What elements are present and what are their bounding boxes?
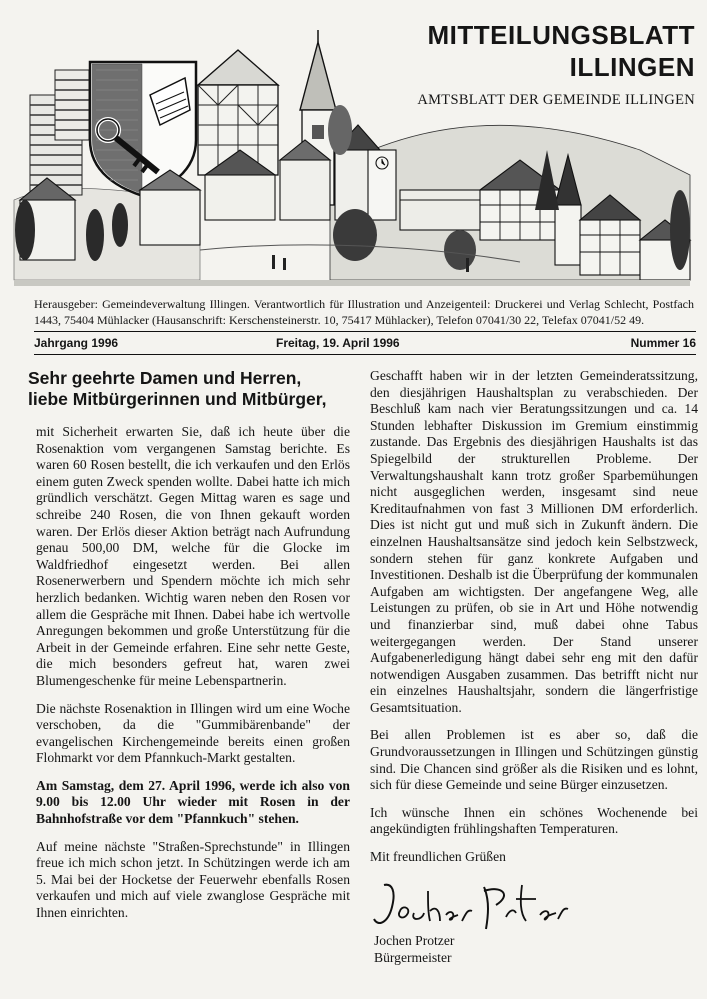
masthead (0, 0, 707, 296)
letter-salutation (28, 368, 350, 410)
paragraph-street-office-hours: Auf meine nächste "Straßen-Sprechstunde" in Illingen freue ich mich schon jetzt. In Schützingen werde ich am 5. Mai bei der Hocketse der Feuerwehr ebenfalls Rosen verkaufen und mich auf viele zwanglose Gespräche mit Ihnen einrichten. (36, 838, 350, 921)
letter-left-column (28, 368, 350, 933)
paragraph-rose-campaign: mit Sicherheit erwarten Sie, daß ich heute über die Rosenaktion vom vergangenen Samstag berichte. Es waren 60 Rosen bestellt, die ich verkaufen und den Erlös einem guten Zweck spenden wollte. Dabei hatte ich mich gründlich verschätzt. Gegen Mittag waren es sage und schreibe 240 Rosen, die von Ihnen gekauft worden waren. Der Erlös dieser Aktion beträgt nach Aufrundung genau 500,00 DM, welche für die Glocke im Waldfriedhof eingesetzt werden. Bei allen Rosenerwerbern und Spendern möchte ich mich sehr herzlich bedanken. Wichtig waren neben den Rosen vor allem die Gespräche mit Ihnen. Dabei habe ich wertvolle Anregungen bekommen und große Unterstützung für die Arbeit in der Gemeinde erfahren. Eine sehr nette Geste, die mich besonders gefreut hat, waren zwei Blumengeschenke für meine Lebenspartnerin. (36, 424, 350, 688)
newspaper-title-line2: ILLINGEN (569, 52, 695, 82)
signature-block (370, 877, 698, 967)
publisher-info: Herausgeber: Gemeindeverwaltung Illingen. Verantwortlich für Illustration und Anzeigenteil: Druckerei und Verlag Schlecht, Postfach 1443, 75404 Mühlacker (Hausanschrift: Kerschensteinerstr. 10, 75417 Mühlacker), Telefon 07041/30 22, Telefax 07041/52 49. (34, 297, 694, 327)
issue-date: Freitag, 19. April 1996 (276, 336, 400, 350)
divider-bottom (34, 354, 696, 355)
issue-year: Jahrgang 1996 (34, 336, 119, 350)
paragraph-date-announcement: Am Samstag, dem 27. April 1996, werde ich also von 9.00 bis 12.00 Uhr wieder mit Rosen in der Bahnhofstraße vor dem "Pfannkuch" stehen. (36, 777, 350, 827)
newspaper-subtitle: AMTSBLATT DER GEMEINDE ILLINGEN (417, 92, 695, 108)
issue-number: Nummer 16 (630, 336, 696, 350)
closing-greeting: Mit freundlichen Grüßen (370, 849, 506, 865)
highrise-building (30, 70, 89, 195)
issue-bar (34, 336, 696, 354)
newspaper-title-line1: MITTEILUNGSBLATT (427, 20, 695, 50)
letter-right-column (370, 368, 698, 967)
salutation-line2: liebe Mitbürgerinnen und Mitbürger, (28, 389, 327, 409)
paragraph-prospects: Bei allen Problemen ist es aber so, daß die Grundvoraussetzungen in Illingen und Schützingen günstig sind. Die Chancen sind größer als die Risiken und es lohnt, sich für diese Gemeinde und seine Bürger einzusetzen. (370, 727, 698, 793)
coat-of-arms-icon (90, 62, 196, 196)
paragraph-next-rose-campaign: Die nächste Rosenaktion in Illingen wird um eine Woche verschoben, da die "Gummibärenbande" der evangelischen Kirchengemeinde bereits einen großen Flohmarkt vor dem Pfannkuch-Markt gestalten. (36, 700, 350, 766)
signer-name: Jochen Protzer (374, 932, 455, 948)
paragraph-weekend-wishes: Ich wünsche Ihnen ein schönes Wochenende bei angekündigten frühlingshaften Temperaturen. (370, 804, 698, 837)
divider-top (34, 331, 696, 332)
signer-title: Bürgermeister (374, 949, 452, 965)
salutation-line1: Sehr geehrte Damen und Herren, (28, 368, 302, 388)
paragraph-budget: Geschafft haben wir in der letzten Gemeinderatssitzung, den diesjährigen Haushaltsplan zu verabschieden. Der Beschluß kam nach vier Beratungssitzungen und ca. 14 Stunden lebhafter Diskussion im Gremium einstimmig zustande. Das Ergebnis des diesjährigen Haushalts ist das Spiegelbild der strukturellen Probleme. Der Verwaltungshaushalt kann trotz großer Sparbemühungen nicht ausgeglichen werden, insgesamt sind neue Kreditaufnahmen von fast 3 Millionen DM erforderlich. Dies ist nicht gut und muß sich in Zukunft ändern. Die einzelnen Haushaltsansätze sind jedoch kein Selbstzweck, sondern stehen für ganz konkrete Aufgaben und Investitionen. Deshalb ist die Überprüfung der kommunalen Aufgaben am wichtigsten. Der angefangene Weg, alle Leistungen zu prüfen, ob sie in Art und Höhe notwendig und finanzierbar sind, muß dabei ohne Tabus weitergegangen werden. Der Stand unserer Aufgabenerledigung hängt dabei sehr eng mit den dafür notwendigen Ausgaben zusammen. Das betrifft nicht nur ein einzelnes Haushaltsjahr, sondern die längerfristige Gesamtsituation. (370, 368, 698, 715)
handwritten-signature (370, 877, 570, 935)
